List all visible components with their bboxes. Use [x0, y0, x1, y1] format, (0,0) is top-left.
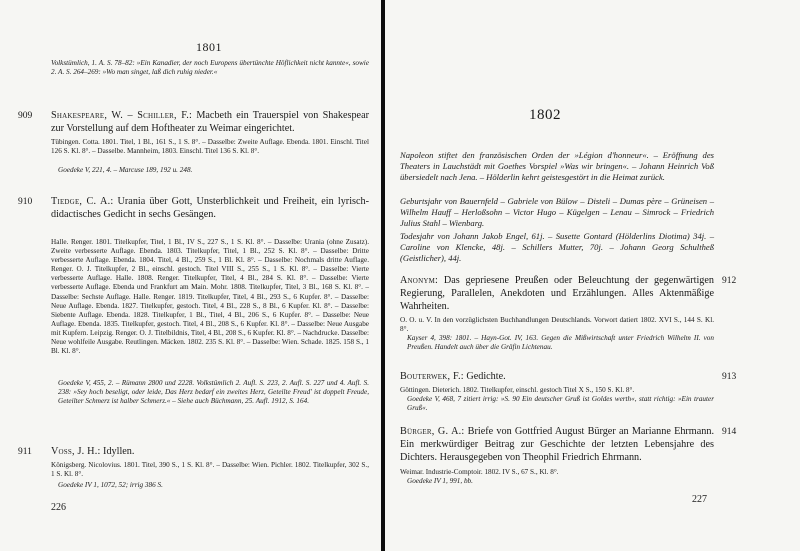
entry-title-text: Das gepriesene Preußen oder Beleuchtung der gegenwärtigen Regierung, Parallelen, Anekdoten und Erzählungen. Alles Aktenmäßige Wahrheiten. — [400, 275, 714, 312]
chronicle-deaths: Todesjahr von Johann Jakob Engel, 61j. – Susette Gontard (Hölderlins Diotima) 34j. – Caroline von Klencke, 48j. – Schillers Mutter, 70j. – Johann Georg Schultheß (Geistlicher), 44j. — [400, 231, 714, 263]
entry-title-text: Macbeth ein Trauerspiel von Shakespear zur Vorstellung auf dem Hoftheater zu Weimar eingerichtet. — [51, 110, 369, 134]
entry-author: Voss, J. H.: — [51, 446, 101, 457]
entry-imprint: Tübingen. Cotta. 1801. Titel, 1 Bl., 161 S., 1 S. 8°. – Dasselbe: Zweite Auflage. Ebenda. 1801. Einschl. Titel 126 S. Kl. 8°. – Dasselbe. Mannheim, 1803. Einschl. Titel 136 S. Kl. 8°. — [51, 138, 369, 156]
year-heading: 1801 — [196, 40, 222, 54]
entry-author: Bürger, G. A.: — [400, 426, 465, 437]
entry-note: Goedeke IV 1, 991, bb. — [407, 477, 473, 485]
entry-note: Kayser 4, 398: 1801. – Hayn-Got. IV, 163. Gegen die Mißwirtschaft unter Friedrich Wilhelm II. von Preußen. Handelt auch über die Gräfin Lichtenau. — [407, 334, 714, 352]
continued-note: Volkstümlich, 1. A. S. 78–82: »Ein Kanadier, der noch Europens übertünchte Höflichkeit nicht kannte«, sowie 2. A. S. 264–269: »Wo man singet, laß dich ruhig nieder.« — [51, 59, 369, 77]
entry-imprint: O. O. u. V. In den vorzüglichsten Buchhandlungen Deutschlands. Vorwort datiert 1802. XVI S., 144 S. Kl. 8°. — [400, 316, 714, 334]
entry-author: Shakespeare, W. – Schiller, F.: — [51, 110, 193, 121]
entry-title — [400, 425, 714, 464]
chronicle-births: Geburtsjahr von Bauernfeld – Gabriele von Bülow – Disteli – Dumas père – Grüneisen – Wilhelm Hauff – Herloßsohn – Victor Hugo – Kügelgen – Lenau – Simrock – Friedrich Julius Stahl – Wienbarg. — [400, 196, 714, 228]
chronicle-events: Napoleon stiftet den französischen Orden der »Légion d'honneur«. – Eröffnung des Theaters in Lauchstädt mit Goethes Vorspiel »Was wir bringen«. – Johann Heinrich Voß übersiedelt nach Jena. – Hölderlin kehrt geistesgestört in die Heimat zurück. — [400, 150, 714, 182]
entry-number: 911 — [18, 447, 32, 457]
entry-title — [51, 445, 369, 458]
entry-title — [400, 370, 714, 383]
entry-title-text: Urania über Gott, Unsterblichkeit und Freiheit, ein lyrisch-didactisches Gedicht in sechs Gesängen. — [51, 196, 369, 220]
entry-author: Tiedge, C. A.: — [51, 196, 114, 207]
entry-author: Anonym: — [400, 275, 439, 286]
entry-note: Goedeke V, 455, 2. – Rümann 2800 und 2228. Volkstümlich 2. Aufl. S. 223, 2. Aufl. S. 227 und 4. Aufl. S. 238: »Sey hoch beseligt, oder leide, Das Herz bedarf ein zweites Herz, Geteilte Freud' ist doppelt Freude, Geteilter Schmerz ist halber Schmerz.« – Siehe auch Büchmann, 25. Aufl. 1912, S. 164. — [58, 379, 369, 406]
entry-note: Goedeke IV 1, 1072, 52; irrig 386 S. — [58, 481, 163, 489]
entry-number: 912 — [722, 276, 737, 286]
left-page — [0, 0, 381, 551]
entry-number: 910 — [18, 197, 33, 207]
entry-number: 913 — [722, 372, 737, 382]
entry-number: 914 — [722, 427, 737, 437]
entry-title — [400, 274, 714, 313]
right-page — [385, 0, 800, 551]
entry-title-text: Briefe von Gottfried August Bürger an Marianne Ehrmann. Ein merkwürdiger Beitrag zur Geschichte der letzten Lebensjahre des Dichters. Herausgegeben von Theophil Friedrich Ehrmann. — [400, 426, 714, 463]
entry-imprint: Königsberg. Nicolovius. 1801. Titel, 390 S., 1 S. Kl. 8°. – Dasselbe: Wien. Pichler. 1802. Titelkupfer, 302 S., 1 S. Kl. 8°. — [51, 461, 369, 479]
page-number: 226 — [51, 502, 66, 513]
entry-number: 909 — [18, 111, 33, 121]
page-number: 227 — [692, 494, 707, 505]
entry-title — [51, 109, 369, 135]
entry-note: Goedeke V, 221, 4. – Marcuse 189, 192 u. 248. — [58, 166, 193, 174]
entry-title-text: Gedichte. — [463, 371, 506, 382]
entry-imprint: Weimar. Industrie-Comptoir. 1802. IV S., 67 S., Kl. 8°. — [400, 468, 559, 476]
entry-author: Bouterwek, F.: — [400, 371, 464, 382]
year-heading: 1802 — [529, 107, 561, 123]
entry-imprint: Göttingen. Dieterich. 1802. Titelkupfer, einschl. gestoch Titel X S., 150 S. Kl. 8°. — [400, 386, 635, 394]
entry-note: Goedeke V, 468, 7 zitiert irrig: »S. 90 Ein deutscher Gruß ist Goldes werth«, statt richtig: »Ein trauter Gruß«. — [407, 395, 714, 413]
entry-imprint: Halle. Renger. 1801. Titelkupfer, Titel, 1 Bl., IV S., 227 S., 1 S. Kl. 8°. – Dasselbe: Urania (ohne Zusatz). Zweite verbesserte Auflage. Ebenda. 1803. Titelkupfer, Titel, 1 Bl., 252 S. Kl. 8°. – Dasselbe: Dritte verbesserte Auflage. Ebenda. 1804. Titel, 4 Bl., 259 S., 1 Bl. Kl. 8°. – Dasselbe: Nochmals dritte Auflage. Renger. O. J. Titelkupfer, 2 Bl., einschl. gestoch. Titel VIII S., 255 S., 1 S. Kl. 8°. – Dasselbe: Vierte verbesserte Auflage. Halle. 1808. Renger. Titelkupfer, Titel, 4 Bl., 284 S. Kl. 8°. – Dasselbe: Vierte verbesserte Auflage. Ebenda und Frankfurt am Main. Mohr. 1808. Titelkupfer, Titel, 3 Bl., 168 S. Kl. 8°. – Dasselbe: Sechste Auflage. Halle. Renger. 1819. Titelkupfer, Titel, 4 Bl., 293 S., 6 Kupfer. 8°. – Dasselbe: Neue Auflage. Ebenda. 1827. Titelkupfer, gestoch. Titel, 4 Bl., 228 S., 8 Bl., 6 Kupfer. Kl. 8°. – Dasselbe: Siebente Auflage. Ebenda. 1828. Titelkupfer, 1 Bl., Titel, 4 Bl., 206 S., 6 Kupfer. 8°. – Dasselbe: Neue Auflage. Ebenda. 1835. Titelkupfer, gestoch. Titel, 4 Bl., 208 S., 6 Kupfer. Kl. 8°. – Dasselbe: Neue Ausgabe mit Kupfern. Leipzig. Renger. O. J. Titelbildnis, Titel, 4 Bl., 208 S., 6 Kupfer. Kl. 8°. – Nachdrucke. Dasselbe: Neue wohlfeile Ausgabe. Reutlingen. Mäcken. 1802. 235 S. Kl. 8°. – Dasselbe: Wien. Schade. 1825. 158 S., 1 Bl. Kl. 8°. — [51, 238, 369, 356]
entry-title-text: Idyllen. — [100, 446, 135, 457]
entry-title — [51, 195, 369, 221]
